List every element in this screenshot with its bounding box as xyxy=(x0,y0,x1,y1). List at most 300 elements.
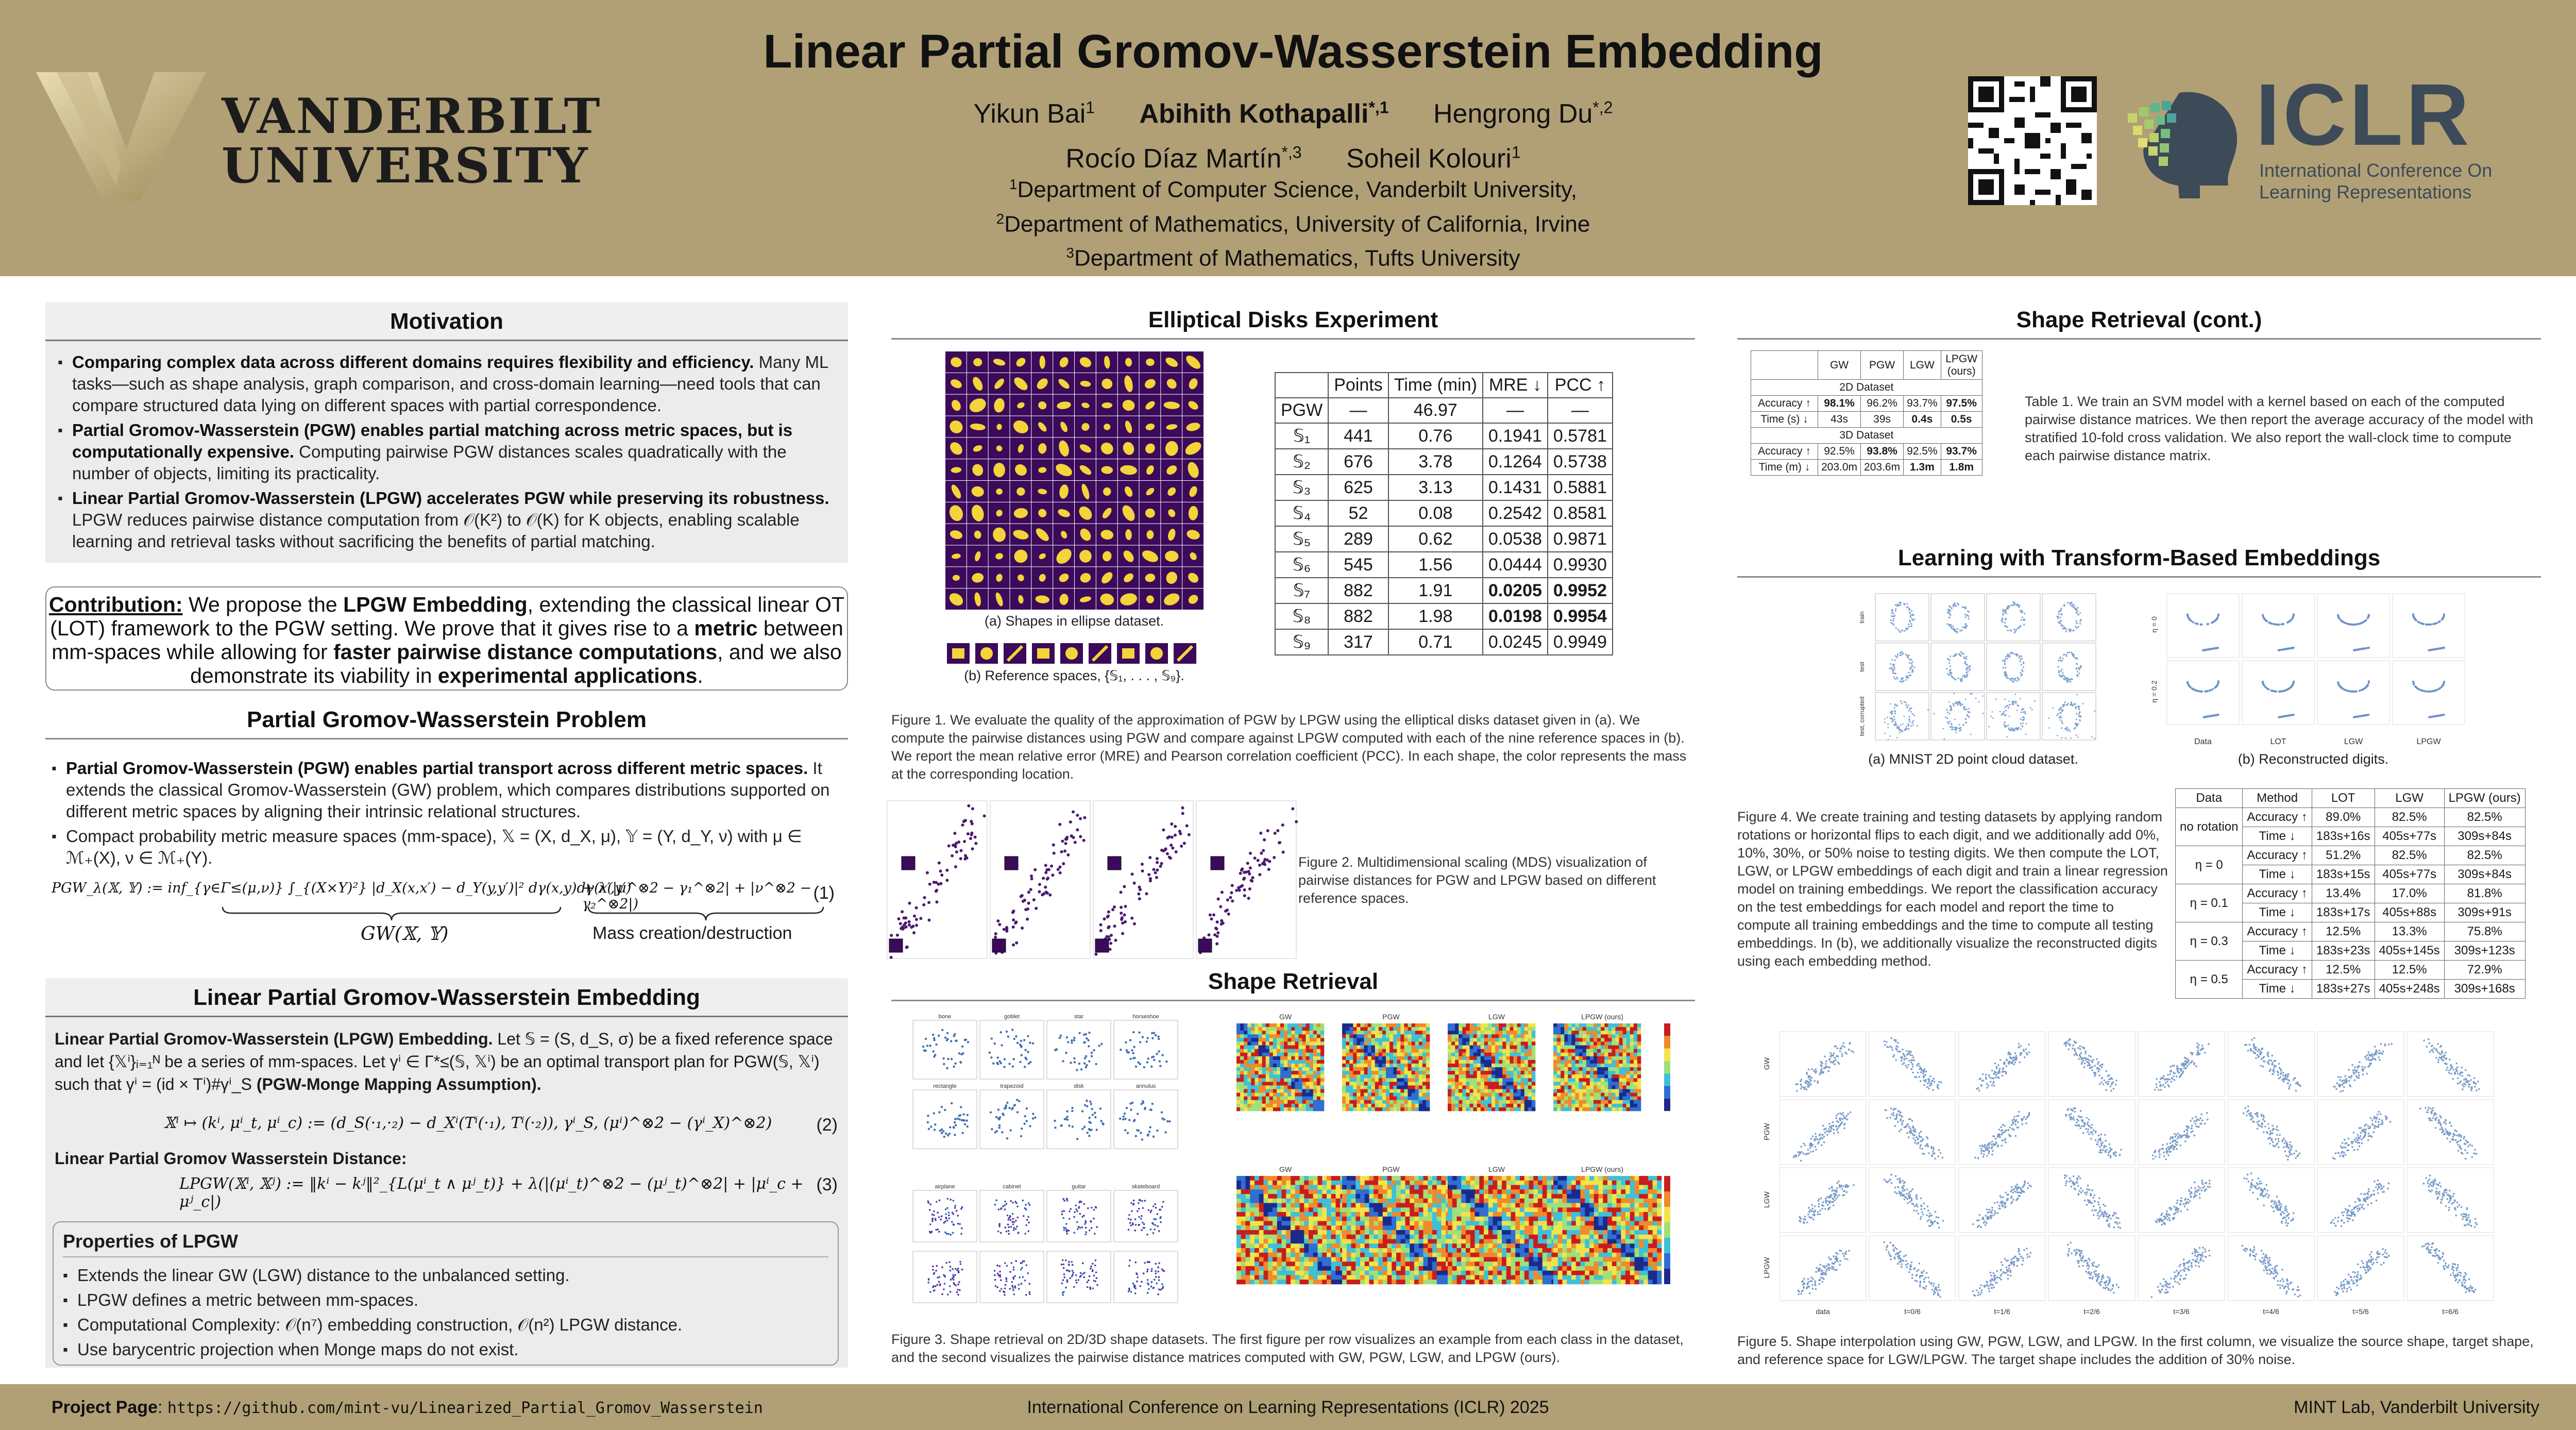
shape-point xyxy=(1143,1223,1145,1225)
matrix-cell xyxy=(1277,1074,1280,1078)
matrix-cell xyxy=(1378,1257,1383,1262)
matrix-cell xyxy=(1484,1060,1488,1064)
shape-point xyxy=(939,1199,941,1201)
shape-point xyxy=(1141,1215,1143,1217)
shape-point xyxy=(1076,1282,1078,1284)
matrix-cell xyxy=(1612,1031,1615,1034)
matrix-cell xyxy=(1244,1071,1247,1074)
shape-point xyxy=(1064,1118,1066,1120)
matrix-cell xyxy=(1510,1107,1513,1111)
matrix-cell xyxy=(1277,1248,1282,1253)
matrix-cell xyxy=(1353,1082,1357,1085)
matrix-cell xyxy=(1422,1078,1426,1082)
matrix-cell xyxy=(1481,1104,1484,1107)
shape-point xyxy=(954,1118,956,1120)
matrix-cell xyxy=(1484,1089,1488,1093)
table-row xyxy=(1275,578,1613,603)
matrix-cell xyxy=(1268,1217,1273,1221)
matrix-cell xyxy=(1415,1071,1419,1074)
shape-point xyxy=(932,1269,934,1271)
matrix-cell xyxy=(1623,1067,1626,1071)
matrix-cell xyxy=(1342,1067,1346,1071)
matrix-cell xyxy=(1264,1199,1268,1203)
matrix-cell xyxy=(1396,1203,1401,1208)
matrix-cell xyxy=(1437,1253,1442,1257)
matrix-cell xyxy=(1277,1031,1280,1034)
matrix-cell xyxy=(1579,1060,1583,1064)
matrix-cell xyxy=(1528,1031,1532,1034)
matrix-cell xyxy=(1264,1203,1268,1208)
mds-point xyxy=(1027,890,1030,894)
matrix-cell xyxy=(1634,1100,1637,1104)
shape-point xyxy=(1078,1207,1080,1209)
matrix-cell xyxy=(1428,1217,1432,1221)
matrix-cell xyxy=(1302,1100,1306,1104)
matrix-cell xyxy=(1284,1074,1287,1078)
matrix-cell xyxy=(1368,1038,1371,1041)
matrix-cell xyxy=(1313,1089,1317,1093)
matrix-cell xyxy=(1389,1089,1393,1093)
matrix-cell xyxy=(1378,1199,1383,1203)
matrix-cell xyxy=(1637,1027,1641,1031)
matrix-cell xyxy=(1309,1225,1313,1230)
matrix-cell xyxy=(1386,1041,1389,1045)
matrix-cell xyxy=(1277,1243,1282,1248)
shape-point xyxy=(1159,1060,1161,1062)
matrix-cell xyxy=(1378,1261,1383,1266)
matrix-cell xyxy=(1553,1023,1557,1027)
matrix-cell xyxy=(1492,1064,1495,1067)
matrix-cell xyxy=(1400,1107,1404,1111)
matrix-cell xyxy=(1268,1203,1273,1208)
shape-point xyxy=(1022,1276,1024,1278)
matrix-cell xyxy=(1466,1082,1469,1085)
matrix-cell xyxy=(1419,1089,1422,1093)
matrix-cell xyxy=(1521,1104,1524,1107)
matrix-cell xyxy=(1383,1199,1387,1203)
mds-point xyxy=(1060,850,1063,853)
shape-point xyxy=(950,1199,952,1201)
matrix-cell xyxy=(1282,1221,1286,1226)
matrix-cell xyxy=(1300,1253,1304,1257)
matrix-cell xyxy=(1277,1097,1280,1100)
matrix-cell xyxy=(1351,1203,1356,1208)
matrix-cell xyxy=(1561,1082,1564,1085)
matrix-cell xyxy=(1255,1031,1258,1034)
matrix-cell xyxy=(1590,1038,1594,1041)
matrix-cell xyxy=(1619,1023,1623,1027)
shape-point xyxy=(1153,1059,1155,1061)
matrix-cell xyxy=(1481,1034,1484,1038)
matrix-cell xyxy=(1259,1194,1264,1199)
matrix-cell xyxy=(1317,1060,1320,1064)
matrix-cell xyxy=(1268,1225,1273,1230)
matrix-cell xyxy=(1273,1027,1277,1031)
pgw-equation: PGW_λ(𝕏, 𝕐) := inf_{γ∈Γ≤(μ,ν)} ∫_{(X×Y)²} |d_X(x,x′) − d_Y(y,y′)|² dγ(x,y)dγ(x′,y′) + λ(|μ^⊗2 − γ₁^⊗2| + |ν^⊗2 − γ₂^⊗2|) GW(𝕏, 𝕐) Mass creation/destruction (1) xyxy=(52,880,835,945)
shape-point xyxy=(1124,1129,1126,1131)
matrix-cell xyxy=(1412,1067,1415,1071)
mds-point xyxy=(1226,909,1229,912)
shape-point xyxy=(1011,1029,1013,1031)
matrix-cell xyxy=(1327,1212,1331,1217)
shape-point xyxy=(944,1221,946,1223)
matrix-cell xyxy=(1269,1027,1273,1031)
matrix-cell xyxy=(1306,1067,1310,1071)
mds-point xyxy=(1113,905,1116,909)
matrix-cell xyxy=(1459,1085,1462,1089)
matrix-cell xyxy=(1462,1046,1466,1049)
matrix-cell xyxy=(1528,1104,1532,1107)
mds-point xyxy=(1072,811,1075,814)
matrix-cell xyxy=(1397,1038,1400,1041)
matrix-cell xyxy=(1583,1023,1586,1027)
matrix-cell xyxy=(1521,1082,1524,1085)
matrix-cell xyxy=(1280,1023,1284,1027)
matrix-cell xyxy=(1318,1217,1323,1221)
matrix-cell xyxy=(1255,1194,1259,1199)
shape-point xyxy=(992,1062,994,1064)
matrix-cell xyxy=(1269,1071,1273,1074)
shape-point xyxy=(959,1223,961,1225)
matrix-cell xyxy=(1269,1064,1273,1067)
matrix-cell xyxy=(1336,1243,1341,1248)
matrix-cell xyxy=(1342,1097,1346,1100)
matrix-cell xyxy=(1630,1104,1634,1107)
matrix-cell xyxy=(1298,1038,1302,1041)
matrix-cell xyxy=(1277,1185,1282,1190)
shape-point xyxy=(1093,1209,1095,1211)
matrix-cell xyxy=(1517,1053,1521,1056)
matrix-cell xyxy=(1557,1085,1561,1089)
matrix-cell xyxy=(1387,1185,1392,1190)
matrix-cell xyxy=(1442,1217,1446,1221)
matrix-cell xyxy=(1484,1038,1488,1041)
matrix-cell xyxy=(1481,1082,1484,1085)
colorbar-segment xyxy=(1664,1036,1670,1048)
shape-point xyxy=(1132,1031,1134,1033)
matrix-cell xyxy=(1250,1239,1255,1244)
matrix-cell xyxy=(1317,1067,1320,1071)
matrix-cell xyxy=(1488,1071,1492,1074)
matrix-cell xyxy=(1336,1185,1341,1190)
matrix-cell xyxy=(1506,1093,1510,1097)
matrix-cell xyxy=(1309,1185,1313,1190)
matrix-cell xyxy=(1280,1078,1284,1082)
matrix-cell xyxy=(1597,1064,1601,1067)
matrix-cell xyxy=(1342,1071,1346,1074)
lpgw-box: Linear Partial Gromov-Wasserstein (LPGW) Embedding. Let 𝕊 = (S, d_S, σ) be a fixed reference space and let {𝕏ⁱ}ᵢ₌₁ᴺ be a series of mm-spaces. Let γⁱ ∈ Γ*≤(𝕊, 𝕏ⁱ) be an optimal transport plan for PGW(𝕊, 𝕏ⁱ) such that γⁱ = (id × Tⁱ)#γⁱ_S (PGW-Monge Mapping Assumption). 𝕏ⁱ ↦ (kⁱ, μⁱ_t, μⁱ_c) := (d_S(·₁,·₂) − d_Xⁱ(Tⁱ(·₁), Tⁱ(·₂)), γⁱ_S, (μⁱ)^⊗2 − (γⁱ_X)^⊗2) (2) Linear Partial Gromov Wasserstein Distance: LPGW(𝕏ⁱ, 𝕏ʲ) := ‖kⁱ − kʲ‖²_{L(μⁱ_t ∧ μʲ_t)} + λ(|(μⁱ_t)^⊗2 − (μʲ_t)^⊗2| + |μⁱ_c + μʲ_c|) (3) xyxy=(45,1017,848,1368)
matrix-cell xyxy=(1282,1207,1286,1212)
qr-code-icon[interactable] xyxy=(1968,76,2097,205)
matrix-cell xyxy=(1378,1194,1383,1199)
matrix-cell xyxy=(1393,1056,1397,1060)
matrix-cell xyxy=(1412,1097,1415,1100)
matrix-cell xyxy=(1246,1212,1250,1217)
matrix-cell xyxy=(1451,1027,1455,1031)
matrix-cell xyxy=(1392,1203,1396,1208)
matrix-cell xyxy=(1401,1199,1405,1203)
matrix-cell xyxy=(1351,1181,1356,1185)
matrix-cell xyxy=(1590,1074,1594,1078)
matrix-cell xyxy=(1419,1239,1423,1244)
matrix-cell xyxy=(1594,1031,1597,1034)
matrix-cell xyxy=(1608,1034,1612,1038)
matrix-cell xyxy=(1481,1078,1484,1082)
matrix-cell xyxy=(1410,1217,1414,1221)
matrix-cell xyxy=(1392,1257,1396,1262)
matrix-cell xyxy=(1492,1082,1495,1085)
matrix-cell xyxy=(1389,1046,1393,1049)
matrix-cell xyxy=(1477,1071,1481,1074)
matrix-cell xyxy=(1259,1049,1262,1053)
matrix-cell xyxy=(1264,1194,1268,1199)
mds-point xyxy=(1044,864,1047,867)
matrix-cell xyxy=(1462,1104,1466,1107)
matrix-cell xyxy=(1357,1031,1360,1034)
shape-point xyxy=(1129,1058,1131,1060)
matrix-cell xyxy=(1351,1217,1356,1221)
underbrace-icon xyxy=(587,906,824,921)
matrix-cell xyxy=(1346,1089,1349,1093)
matrix-cell xyxy=(1583,1078,1586,1082)
matrix-cell xyxy=(1619,1027,1623,1031)
matrix-cell xyxy=(1268,1199,1273,1203)
shape-point xyxy=(947,1233,950,1235)
matrix-cell xyxy=(1579,1085,1583,1089)
matrix-cell xyxy=(1561,1067,1564,1071)
matrix-cell xyxy=(1514,1023,1517,1027)
matrix-cell xyxy=(1251,1067,1255,1071)
matrix-cell xyxy=(1492,1027,1495,1031)
matrix-cell xyxy=(1374,1239,1378,1244)
shape-point xyxy=(1149,1211,1151,1213)
matrix-cell xyxy=(1375,1038,1379,1041)
shape-point xyxy=(1069,1270,1071,1272)
matrix-cell xyxy=(1575,1053,1579,1056)
matrix-cell xyxy=(1404,1082,1408,1085)
shape-point xyxy=(943,1136,945,1138)
matrix-cell xyxy=(1309,1176,1313,1181)
mds-point xyxy=(1251,876,1255,879)
matrix-cell xyxy=(1506,1053,1510,1056)
matrix-cell xyxy=(1401,1243,1405,1248)
matrix-cell xyxy=(1304,1261,1309,1266)
matrix-cell xyxy=(1266,1027,1269,1031)
matrix-cell xyxy=(1236,1189,1241,1194)
shape-point xyxy=(1158,1050,1160,1052)
matrix-cell xyxy=(1575,1064,1579,1067)
matrix-cell xyxy=(1298,1049,1302,1053)
matrix-cell xyxy=(1575,1041,1579,1045)
matrix-cell xyxy=(1459,1056,1462,1060)
matrix-cell xyxy=(1244,1041,1247,1045)
shape-point xyxy=(1130,1224,1132,1226)
matrix-cell xyxy=(1374,1189,1378,1194)
matrix-cell xyxy=(1240,1097,1244,1100)
mds-inset xyxy=(1211,856,1224,870)
mds-point xyxy=(1070,834,1073,837)
matrix-cell xyxy=(1514,1041,1517,1045)
shape-point xyxy=(1073,1216,1075,1218)
matrix-cell xyxy=(1246,1199,1250,1203)
matrix-cell xyxy=(1626,1089,1630,1093)
matrix-cell xyxy=(1313,1266,1318,1271)
matrix-cell xyxy=(1286,1280,1291,1284)
matrix-cell xyxy=(1488,1082,1492,1085)
matrix-cell xyxy=(1492,1046,1495,1049)
matrix-cell xyxy=(1298,1100,1302,1104)
matrix-cell xyxy=(1375,1107,1379,1111)
matrix-cell xyxy=(1514,1074,1517,1078)
figure-label: airplane xyxy=(935,1184,955,1190)
matrix-cell xyxy=(1347,1225,1351,1230)
matrix-cell xyxy=(1590,1031,1594,1034)
motivation-heading: Motivation xyxy=(45,302,848,341)
shape-point xyxy=(1062,1279,1064,1281)
matrix-cell xyxy=(1291,1243,1295,1248)
matrix-cell xyxy=(1236,1041,1240,1045)
shape-point xyxy=(1024,1066,1026,1068)
shape-point xyxy=(1011,1221,1013,1223)
matrix-cell xyxy=(1355,1225,1360,1230)
matrix-cell xyxy=(1623,1089,1626,1093)
matrix-cell xyxy=(1553,1085,1557,1089)
matrix-cell xyxy=(1295,1239,1300,1244)
shape-point xyxy=(1016,1225,1018,1227)
matrix-cell xyxy=(1295,1074,1298,1078)
matrix-cell xyxy=(1553,1100,1557,1104)
mds-point xyxy=(938,862,941,865)
matrix-cell xyxy=(1583,1071,1586,1074)
matrix-cell xyxy=(1532,1100,1535,1104)
mds-point xyxy=(1174,825,1177,828)
matrix-cell xyxy=(1448,1053,1451,1056)
shape-point xyxy=(1087,1132,1089,1134)
matrix-cell xyxy=(1419,1203,1423,1208)
matrix-cell xyxy=(1619,1104,1623,1107)
matrix-cell xyxy=(1412,1046,1415,1049)
matrix-cell xyxy=(1579,1071,1583,1074)
matrix-cell xyxy=(1564,1041,1568,1045)
matrix-cell xyxy=(1322,1181,1327,1185)
shape-point xyxy=(1063,1210,1065,1212)
mds-point xyxy=(1149,879,1152,882)
matrix-cell xyxy=(1306,1107,1310,1111)
matrix-cell xyxy=(1302,1067,1306,1071)
shape-point xyxy=(1066,1110,1068,1112)
matrix-cell xyxy=(1564,1064,1568,1067)
matrix-cell xyxy=(1313,1203,1318,1208)
matrix-cell xyxy=(1322,1271,1327,1275)
mds-inset xyxy=(1198,939,1212,952)
mds-point xyxy=(1107,935,1110,938)
shape-point xyxy=(933,1214,935,1216)
shape-point xyxy=(1086,1105,1088,1107)
figure-label: skateboard xyxy=(1131,1184,1160,1190)
matrix-cell xyxy=(1470,1034,1473,1038)
distance-matrices-2d-figure xyxy=(1226,1013,1680,1132)
matrix-cell xyxy=(1277,1041,1280,1045)
matrix-cell xyxy=(1396,1261,1401,1266)
matrix-cell xyxy=(1369,1207,1374,1212)
matrix-cell xyxy=(1528,1097,1532,1100)
shape-point xyxy=(1072,1270,1074,1272)
matrix-cell xyxy=(1351,1221,1356,1226)
shape-point xyxy=(1008,1107,1010,1109)
shape-point xyxy=(1160,1216,1162,1218)
matrix-cell xyxy=(1317,1071,1320,1074)
matrix-cell xyxy=(1277,1071,1280,1074)
matrix-cell xyxy=(1342,1266,1347,1271)
matrix-cell xyxy=(1419,1212,1423,1217)
matrix-cell xyxy=(1259,1089,1262,1093)
matrix-cell xyxy=(1382,1034,1386,1038)
shape-point xyxy=(997,1117,999,1119)
matrix-cell xyxy=(1383,1181,1387,1185)
matrix-cell xyxy=(1302,1046,1306,1049)
matrix-cell xyxy=(1287,1074,1291,1078)
shape-point xyxy=(929,1209,931,1211)
matrix-cell xyxy=(1488,1038,1492,1041)
shape-point xyxy=(1126,1107,1128,1109)
matrix-cell xyxy=(1368,1071,1371,1074)
matrix-cell xyxy=(1365,1194,1369,1199)
matrix-cell xyxy=(1481,1074,1484,1078)
shape-point xyxy=(1129,1259,1131,1261)
matrix-cell xyxy=(1369,1189,1374,1194)
matrix-cell xyxy=(1353,1064,1357,1067)
shape-point xyxy=(1084,1057,1086,1059)
matrix-cell xyxy=(1236,1064,1240,1067)
matrix-cell xyxy=(1313,1060,1317,1064)
matrix-cell xyxy=(1255,1225,1259,1230)
matrix-cell xyxy=(1393,1107,1397,1111)
matrix-cell xyxy=(1597,1031,1601,1034)
matrix-cell xyxy=(1320,1097,1324,1100)
matrix-cell xyxy=(1462,1107,1466,1111)
matrix-cell xyxy=(1282,1194,1286,1199)
matrix-cell xyxy=(1286,1212,1291,1217)
mds-point xyxy=(1048,894,1052,897)
matrix-cell xyxy=(1571,1085,1575,1089)
matrix-cell xyxy=(1277,1230,1282,1235)
shape-point xyxy=(955,1268,957,1270)
matrix-cell xyxy=(1247,1100,1251,1104)
matrix-cell xyxy=(1346,1027,1349,1031)
matrix-cell xyxy=(1423,1189,1428,1194)
matrix-cell xyxy=(1437,1221,1442,1226)
matrix-cell xyxy=(1506,1089,1510,1093)
matrix-cell xyxy=(1357,1078,1360,1082)
shape-point xyxy=(1094,1112,1096,1114)
matrix-cell xyxy=(1510,1049,1513,1053)
shape-point xyxy=(1153,1223,1155,1225)
shape-point xyxy=(1142,1036,1144,1038)
figure-label: GW xyxy=(1279,1013,1292,1021)
matrix-cell xyxy=(1410,1203,1414,1208)
matrix-cell xyxy=(1273,1266,1277,1271)
matrix-cell xyxy=(1412,1023,1415,1027)
matrix-cell xyxy=(1374,1185,1378,1190)
matrix-cell xyxy=(1353,1056,1357,1060)
matrix-cell xyxy=(1262,1107,1266,1111)
matrix-cell xyxy=(1250,1194,1255,1199)
matrix-cell xyxy=(1575,1100,1579,1104)
matrix-cell xyxy=(1442,1266,1446,1271)
matrix-cell xyxy=(1306,1046,1310,1049)
matrix-cell xyxy=(1528,1100,1532,1104)
matrix-cell xyxy=(1317,1074,1320,1078)
